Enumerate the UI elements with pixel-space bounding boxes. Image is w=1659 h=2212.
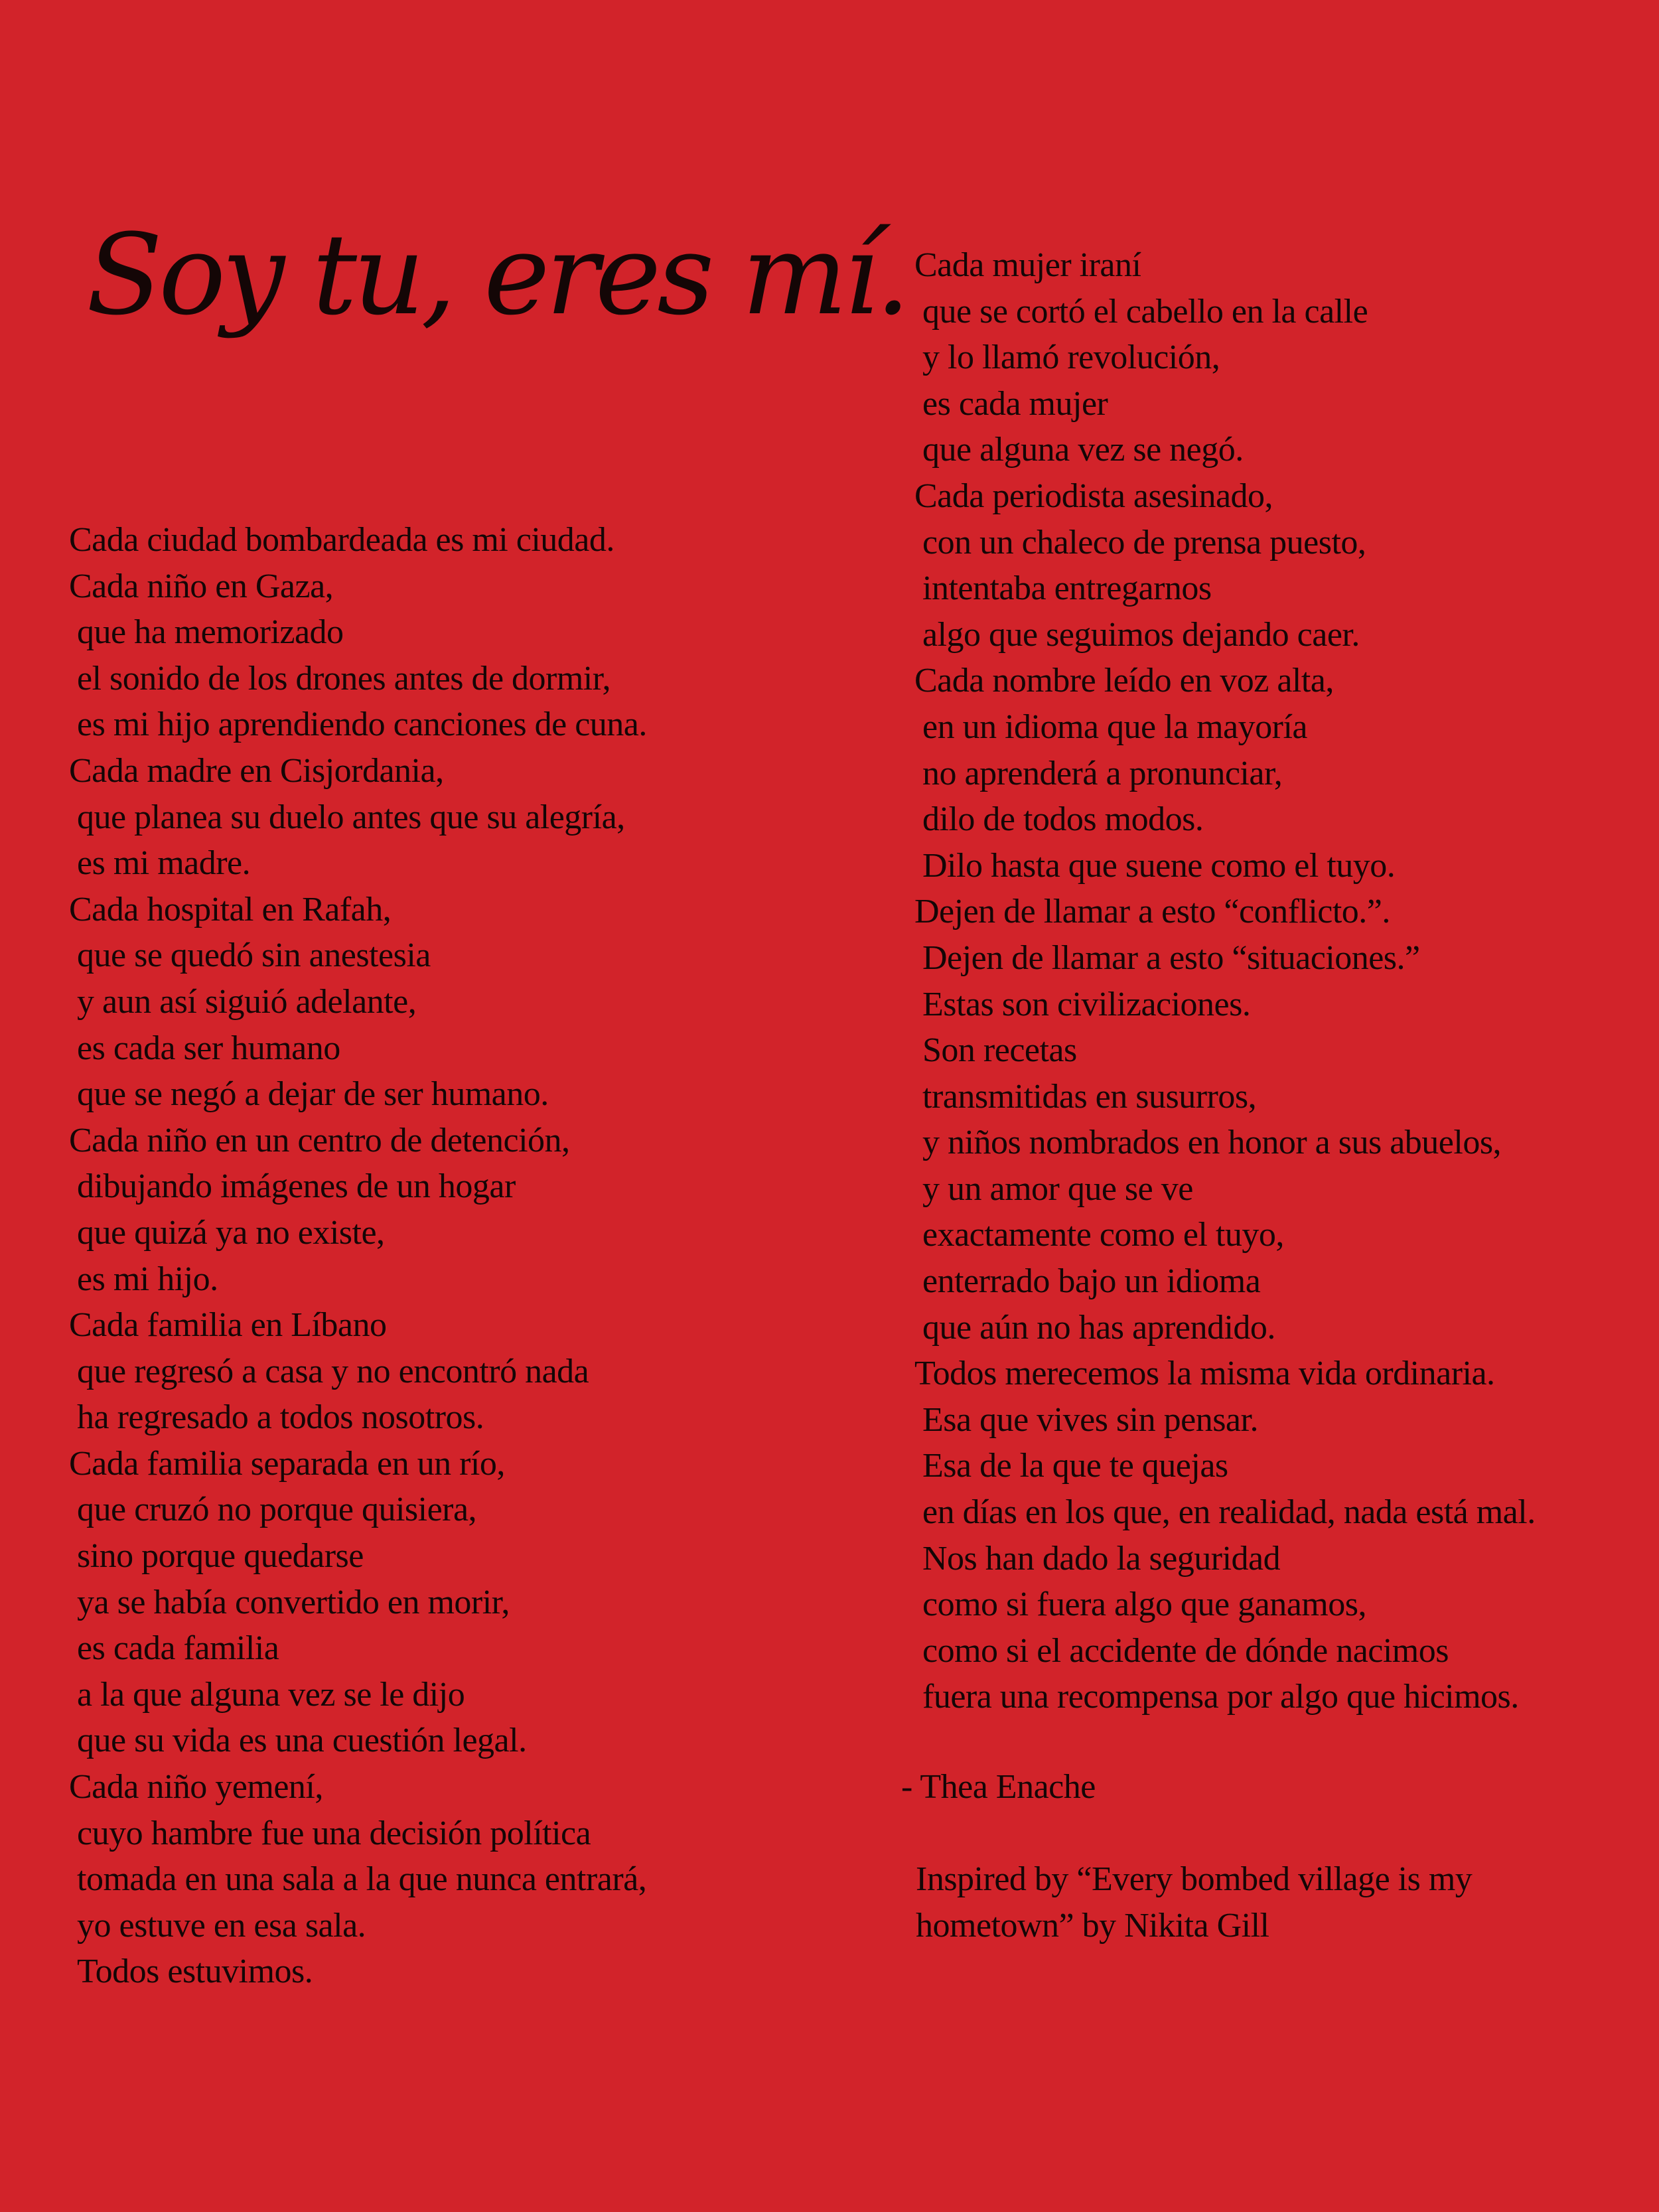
poem-line: Todos estuvimos. (77, 1953, 313, 1991)
poem-line: el sonido de los drones antes de dormir, (77, 659, 611, 698)
poem-line: Cada periodista asesinado, (914, 477, 1273, 515)
poem-line: es cada ser humano (77, 1029, 340, 1067)
poem-line: Cada hospital en Rafah, (69, 890, 392, 928)
poem-line: Cada familia en Líbano (69, 1306, 387, 1345)
poem-line: es mi madre. (77, 844, 251, 883)
inspiration-credit (916, 1856, 1472, 1949)
poem-line: ya se había convertido en morir, (77, 1583, 510, 1621)
poem-line: Dilo hasta que suene como el tuyo. (922, 846, 1396, 885)
poem-line: sino porque quedarse (77, 1537, 364, 1576)
poem-line: yo estuve en esa sala. (77, 1906, 366, 1945)
poem-line: que se negó a dejar de ser humano. (77, 1075, 549, 1114)
poem-line: exactamente como el tuyo, (922, 1216, 1284, 1254)
poem-line: que cruzó no porque quisiera, (77, 1491, 477, 1529)
poem-line: transmitidas en susurros, (922, 1077, 1257, 1116)
poem-line: es cada familia (77, 1629, 279, 1668)
poem-line: que ha memorizado (77, 613, 344, 652)
poem-line: dilo de todos modos. (922, 800, 1204, 839)
poem-line: dibujando imágenes de un hogar (77, 1167, 516, 1206)
poem-line: con un chaleco de prensa puesto, (922, 523, 1366, 561)
poem-line: fuera una recompensa por algo que hicimos. (922, 1678, 1519, 1716)
poem-line: Cada niño en Gaza, (69, 567, 334, 605)
poem-line: es cada mujer (922, 384, 1108, 423)
poem-line: Dejen de llamar a esto “conflicto.”. (914, 893, 1390, 931)
poem-line: que alguna vez se negó. (922, 431, 1244, 469)
poem-line: es mi hijo. (77, 1260, 218, 1298)
poem-line: enterrado bajo un idioma (922, 1262, 1261, 1301)
poem-line: en días en los que, en realidad, nada está mal. (922, 1493, 1536, 1532)
author-signature: - Thea Enache (901, 1768, 1096, 1806)
poem-line: que se quedó sin anestesia (77, 936, 431, 975)
poem-line: no aprenderá a pronunciar, (922, 754, 1283, 792)
poem-line: y lo llamó revolución, (922, 338, 1220, 377)
poem-line: Esa que vives sin pensar. (922, 1400, 1258, 1439)
poem-line: Cada mujer iraní (914, 246, 1141, 284)
poem-line: Cada ciudad bombardeada es mi ciudad. (69, 521, 614, 559)
poem-line: a la que alguna vez se le dijo (77, 1675, 465, 1714)
poem-line: Cada familia separada en un río, (69, 1444, 505, 1483)
poem-line: en un idioma que la mayoría (922, 707, 1307, 746)
poem-line: como si el accidente de dónde nacimos (922, 1631, 1449, 1670)
poem-line: intentaba entregarnos (922, 569, 1212, 608)
poem-line: Cada madre en Cisjordania, (69, 751, 444, 790)
poem-line: Nos han dado la seguridad (922, 1539, 1281, 1578)
poem-line: Cada nombre leído en voz alta, (914, 662, 1334, 700)
poem-line: Todos merecemos la misma vida ordinaria. (914, 1355, 1495, 1393)
poem-line: y un amor que se ve (922, 1169, 1193, 1208)
poem-line: algo que seguimos dejando caer. (922, 615, 1360, 654)
poem-line: que regresó a casa y no encontró nada (77, 1352, 589, 1390)
poem-line: que se cortó el cabello en la calle (922, 292, 1368, 331)
poem-line: tomada en una sala a la que nunca entrará, (77, 1860, 647, 1899)
poem-line: que aún no has aprendido. (922, 1308, 1275, 1347)
poem-line: Cada niño en un centro de detención, (69, 1121, 570, 1159)
poem-line: Dejen de llamar a esto “situaciones.” (922, 938, 1420, 977)
poem-line: ha regresado a todos nosotros. (77, 1398, 484, 1437)
poem-title: Soy tu, eres mí. (86, 210, 907, 340)
poem-line: Son recetas (922, 1031, 1077, 1070)
poem-line: Esa de la que te quejas (922, 1447, 1228, 1485)
poem-line: cuyo hambre fue una decisión política (77, 1814, 591, 1852)
credit-line: hometown” by Nikita Gill (916, 1906, 1269, 1945)
poem-line: que planea su duelo antes que su alegría, (77, 798, 625, 836)
poem-line: que quizá ya no existe, (77, 1213, 385, 1252)
poem-line: Estas son civilizaciones. (922, 985, 1251, 1023)
poem-line: y aun así siguió adelante, (77, 982, 417, 1021)
poem-line: que su vida es una cuestión legal. (77, 1722, 527, 1760)
poem-line: Cada niño yemení, (69, 1768, 323, 1806)
poem-line: como si fuera algo que ganamos, (922, 1585, 1366, 1624)
poem-line: es mi hijo aprendiendo canciones de cuna. (77, 705, 647, 744)
poem-column-left (69, 517, 832, 1995)
credit-line: Inspired by “Every bombed village is my (916, 1860, 1473, 1898)
poem-line: y niños nombrados en honor a sus abuelos, (922, 1124, 1502, 1162)
poem-column-right (914, 242, 1644, 1720)
